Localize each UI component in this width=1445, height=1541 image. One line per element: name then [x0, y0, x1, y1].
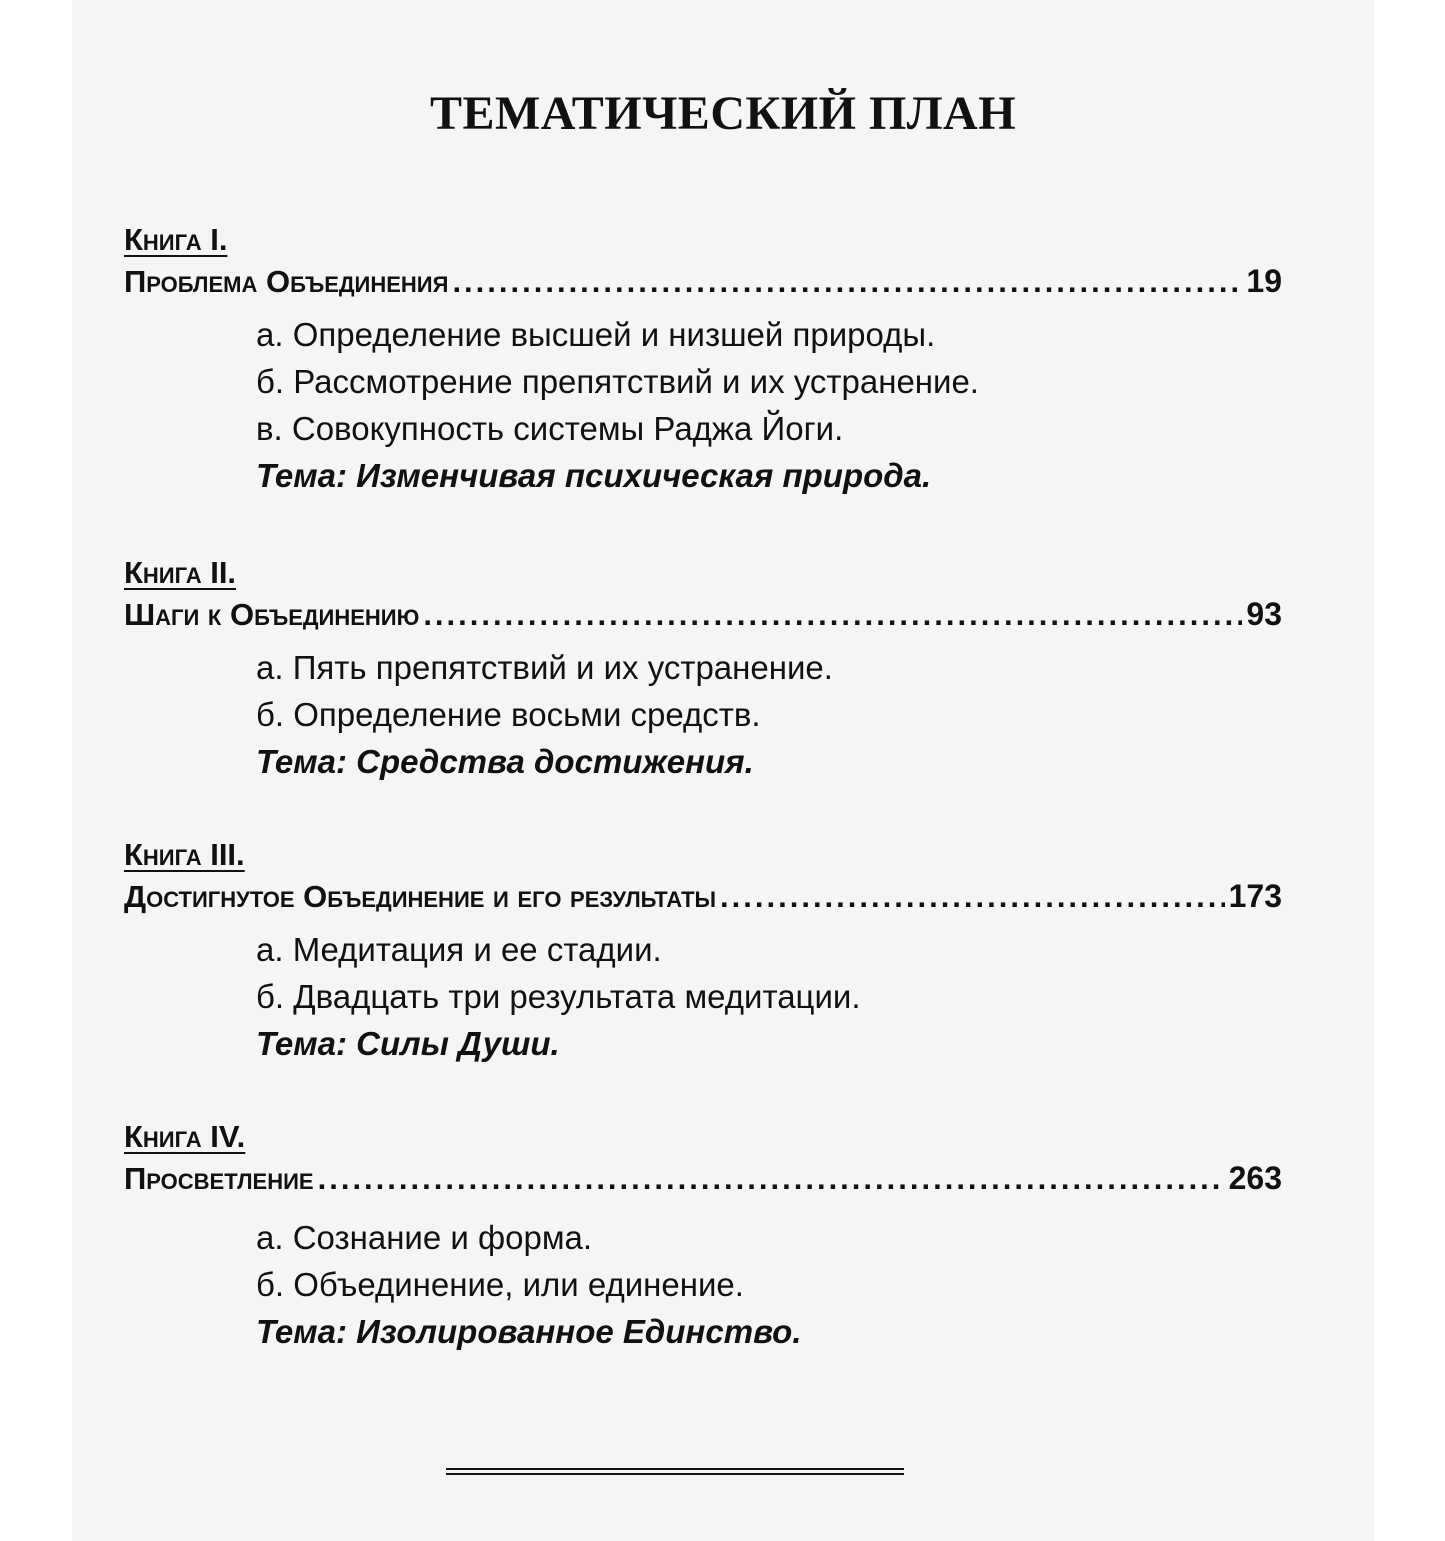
list-item: б. Рассмотрение препятствий и их устранение.: [256, 363, 979, 400]
book-section-2: [124, 553, 1282, 785]
list-item: б. Двадцать три результата медитации.: [256, 978, 861, 1015]
item-list: [256, 644, 1282, 785]
list-item: б. Объединение, или единение.: [256, 1266, 744, 1303]
double-rule-divider: [446, 1468, 904, 1475]
list-item: б. Определение восьми средств.: [256, 696, 761, 733]
book-name: Просветление: [124, 1161, 314, 1196]
dot-leader: [423, 594, 1242, 636]
page-number: 19: [1246, 263, 1282, 299]
dot-leader: [318, 1158, 1225, 1200]
toc-entry: [124, 1157, 1282, 1200]
theme-line: Тема: Силы Души.: [256, 1025, 560, 1062]
page-title: ТЕМАТИЧЕСКИЙ ПЛАН: [429, 87, 1017, 140]
book-section-1: [124, 220, 1282, 499]
theme-line: Тема: Изолированное Единство.: [256, 1313, 802, 1350]
book-label: Книга IV.: [124, 1119, 246, 1154]
document-page: [72, 0, 1374, 1541]
theme-line: Тема: Средства достижения.: [256, 743, 754, 780]
list-item: а. Пять препятствий и их устранение.: [256, 649, 833, 686]
item-list: [256, 1214, 1282, 1355]
toc-entry: [124, 260, 1282, 303]
book-name: Шаги к Объединению: [124, 597, 420, 632]
item-list: [256, 926, 1282, 1067]
theme-line: Тема: Изменчивая психическая природа.: [256, 457, 932, 494]
page-number: 173: [1228, 878, 1282, 914]
dot-leader: [720, 876, 1225, 918]
book-section-3: [124, 835, 1282, 1067]
book-label: Книга II.: [124, 555, 237, 590]
book-name: Проблема Объединения: [124, 264, 449, 299]
list-item: а. Медитация и ее стадии.: [256, 931, 662, 968]
dot-leader: [452, 261, 1242, 303]
book-label: Книга III.: [124, 837, 245, 872]
book-label: Книга I.: [124, 222, 228, 257]
list-item: а. Определение высшей и низшей природы.: [256, 316, 936, 353]
toc-entry: [124, 875, 1282, 918]
list-item: в. Совокупность системы Раджа Йоги.: [256, 410, 844, 447]
list-item: а. Сознание и форма.: [256, 1219, 593, 1256]
book-name: Достигнутое Объединение и его результаты: [124, 879, 717, 914]
toc-entry: [124, 593, 1282, 636]
item-list: [256, 311, 1282, 499]
page-number: 93: [1246, 596, 1282, 632]
page-number: 263: [1228, 1160, 1282, 1196]
book-section-4: [124, 1117, 1282, 1355]
